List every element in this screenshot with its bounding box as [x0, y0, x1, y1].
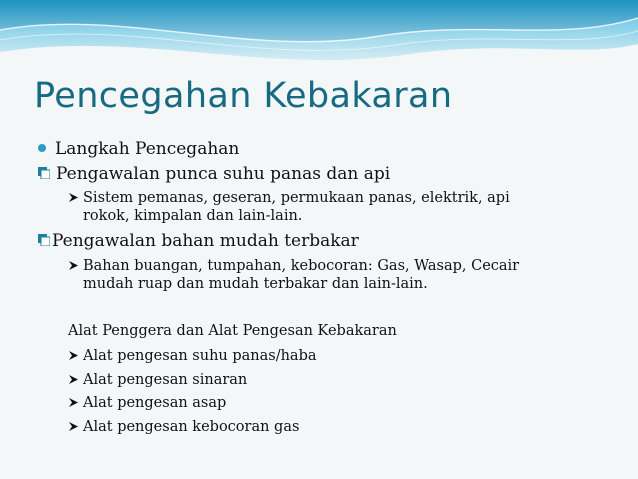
- arrow-bullet-icon: [68, 350, 79, 361]
- arrow-bullet-icon: [68, 192, 79, 203]
- detector-item: [68, 418, 299, 436]
- sub-item-text: Sistem pemanas, geseran, permukaan panas, elektrik, api: [83, 190, 510, 206]
- arrow-bullet-icon: [68, 260, 79, 271]
- arrow-bullet-icon: [68, 421, 79, 432]
- section-label: Alat Penggera dan Alat Pengesan Kebakaran: [68, 323, 397, 339]
- detector-text: Alat pengesan asap: [83, 395, 227, 411]
- sub-item: [68, 189, 510, 207]
- dot-bullet-icon: [38, 144, 46, 152]
- detector-text: Alat pengesan kebocoran gas: [83, 419, 300, 435]
- arrow-bullet-icon: [68, 397, 79, 408]
- list-item: [38, 231, 359, 251]
- detector-item: [68, 394, 226, 412]
- detector-item: [68, 371, 247, 389]
- sub-item-text: mudah ruap dan mudah terbakar dan lain-lain.: [83, 276, 428, 292]
- square-bullet-icon: [38, 234, 50, 246]
- detector-text: Alat pengesan suhu panas/haba: [83, 348, 317, 364]
- slide-title: Pencegahan Kebakaran: [34, 76, 453, 116]
- square-bullet-icon: [38, 167, 50, 179]
- item-label: Pengawalan bahan mudah terbakar: [52, 231, 359, 251]
- sub-item-continuation: [83, 275, 428, 293]
- arrow-bullet-icon: [68, 374, 79, 385]
- detector-item: [68, 347, 317, 365]
- sub-item-text: rokok, kimpalan dan lain-lain.: [83, 208, 303, 224]
- detector-text: Alat pengesan sinaran: [83, 372, 248, 388]
- sub-item: [68, 257, 519, 275]
- sub-item-text: Bahan buangan, tumpahan, kebocoran: Gas, Wasap, Cecair: [83, 258, 520, 274]
- heading-text: Langkah Pencegahan: [55, 139, 240, 159]
- header-wave-banner: [0, 0, 638, 72]
- sub-item-continuation: [83, 207, 302, 225]
- heading-line: [38, 139, 239, 159]
- list-item: [38, 164, 390, 184]
- item-label: Pengawalan punca suhu panas dan api: [56, 164, 391, 184]
